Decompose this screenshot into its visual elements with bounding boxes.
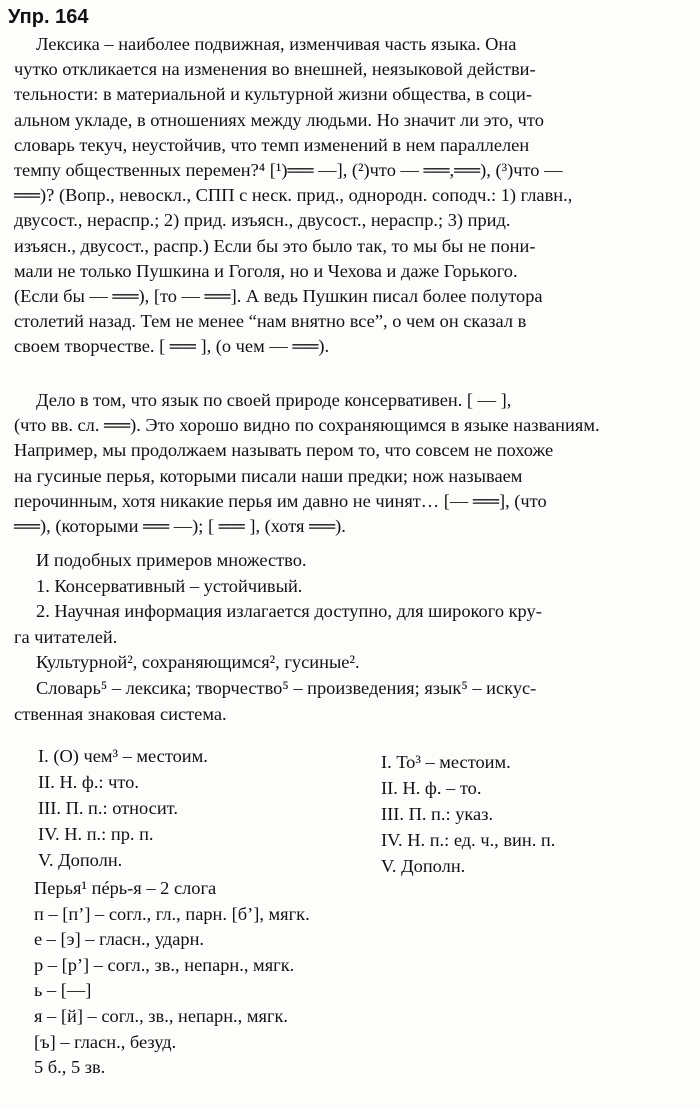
phonetic-analysis [34,876,700,1081]
answer-line: 1. Консервативный – устойчивый. [36,575,303,596]
parse-line: IV. Н. п.: пр. п. [38,824,154,844]
answer-line: ственная знаковая система. [14,703,227,724]
parse-line: II. Н. ф.: что. [38,772,139,792]
text-line: своем творчестве. [ ══ ], (о чем — ══). [14,336,330,357]
text-line: перочинным, хотя никакие перья им давно не чинят… [— ══], (что [14,490,547,511]
answer-line: га читателей. [14,626,118,647]
text-line: на гусиные перья, которыми писали наши предки; нож называем [14,465,523,486]
text-line: (Если бы — ══), [то — ══]. А ведь Пушкин писал более полутора [14,285,543,306]
phonetic-line: е – [э] – гласн., ударн. [34,929,205,950]
text-line: мали не только Пушкина и Гоголя, но и Чехова и даже Горького. [14,260,518,281]
answer-line: Словарь⁵ – лексика; творчество⁵ – произведения; язык⁵ – искус- [36,677,537,698]
parse-line: I. То³ – местоим. [381,752,511,772]
text-line: тельности: в материальной и культурной жизни общества, в соци- [14,84,532,105]
text-line: альном укладе, в отношениях между людьми. Но значит ли это, что [14,109,544,130]
phonetic-line: Перья¹ пéрь-я – 2 слога [34,878,217,898]
parsing-left-column [38,743,208,873]
parse-line: V. Дополн. [38,850,123,870]
paragraph-2 [14,388,694,539]
text-line: (что вв. сл. ══). Это хорошо видно по сохраняющимся в языке названиям. [14,415,600,436]
answer-line: 2. Научная информация излагается доступно, для широкого кру- [36,601,542,622]
text-line: столетий назад. Тем не менее “нам внятно все”, о чем он сказал в [14,311,527,332]
parse-line: I. (О) чем³ – местоим. [38,746,208,766]
text-line: двусост., нераспр.; 2) прид. изъясн., двусост., нераспр.; 3) прид. [14,210,511,231]
text-line: Лексика – наиболее подвижная, изменчивая часть языка. Она [36,34,517,54]
text-line: ══)? (Вопр., невоскл., СПП с неск. прид., однородн. соподч.: 1) главн., [14,185,573,206]
text-line: изъясн., двусост., распр.) Если бы это было так, то мы бы не пони- [14,235,536,256]
text-line: ══), (которыми ══ —); [ ══ ], (хотя ══). [14,515,346,536]
phonetic-line: [ъ] – гласн., безуд. [34,1031,177,1052]
phonetic-line: ь – [—] [34,980,92,1001]
parse-line: III. П. п.: указ. [381,804,494,824]
parse-line: II. Н. ф. – то. [381,778,482,798]
phonetic-line: р – [р’] – согл., зв., непарн., мягк. [34,954,295,975]
text-line: Например, мы продолжаем называть пером то, что совсем не похоже [14,440,554,461]
text-line: темпу общественных перемен?⁴ [¹)══ —], (²)что — ══,══), (³)что — [14,159,563,180]
parse-line: III. П. п.: относит. [38,798,178,818]
parse-line: IV. Н. п.: ед. ч., вин. п. [381,830,556,850]
exercise-title: Упр. 164 [8,6,89,28]
text-line: словарь текуч, неустойчив, что темп изменений в нем параллелен [14,134,530,155]
phonetic-line: п – [п’] – согл., гл., парн. [б’], мягк. [34,903,310,924]
text-line: Дело в том, что язык по своей природе консервативен. [ — ], [36,390,512,410]
answers-block [14,548,694,727]
morpheme-line: Культурной², сохраняющимся², гусиные². [36,652,360,673]
paragraph-1 [14,32,694,359]
text-line: чутко откликается на изменения во внешней, неязыковой действи- [14,59,536,80]
phonetic-line: я – [й] – согл., зв., непарн., мягк. [34,1005,289,1026]
parsing-right-column [381,749,555,879]
parse-line: V. Дополн. [381,856,466,876]
phonetic-line: 5 б., 5 зв. [34,1057,106,1078]
answer-line: И подобных примеров множество. [36,550,307,570]
